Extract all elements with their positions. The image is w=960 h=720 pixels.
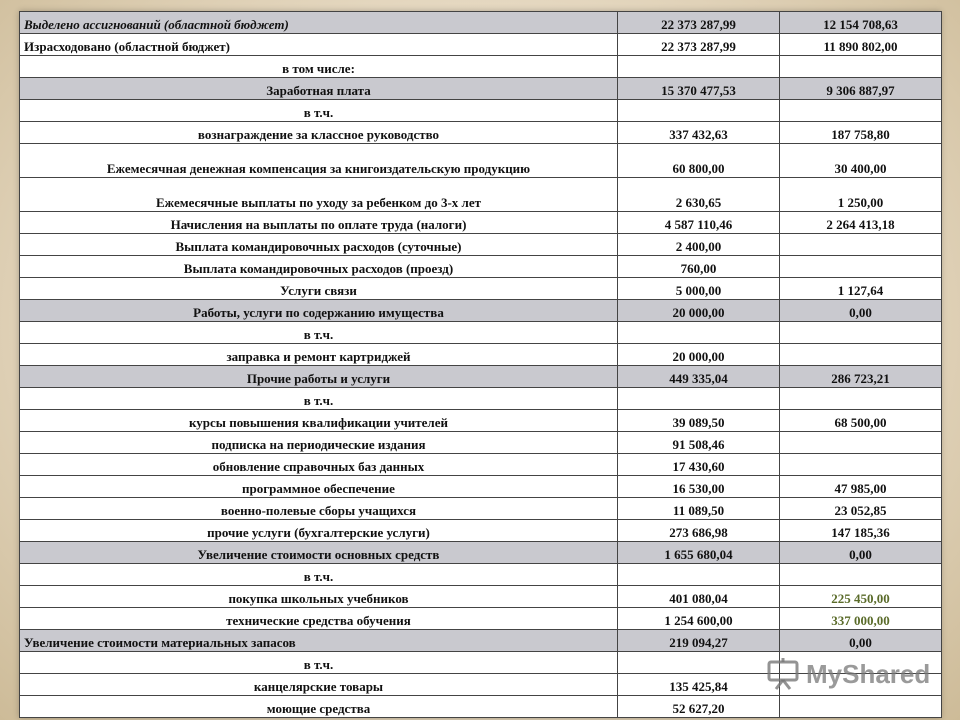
row-label: Израсходовано (областной бюджет): [20, 34, 618, 56]
table-row: [20, 100, 942, 122]
actual-value: 187 758,80: [780, 122, 942, 144]
planned-value: 1 655 680,04: [618, 542, 780, 564]
row-label: в т.ч.: [20, 388, 618, 410]
budget-table: [19, 11, 942, 718]
actual-value: [780, 344, 942, 366]
planned-value: [618, 322, 780, 344]
table-row: [20, 410, 942, 432]
actual-value: 0,00: [780, 300, 942, 322]
row-label: программное обеспечение: [20, 476, 618, 498]
watermark: [766, 654, 930, 694]
actual-value: 286 723,21: [780, 366, 942, 388]
row-label: заправка и ремонт картриджей: [20, 344, 618, 366]
table-row: [20, 234, 942, 256]
actual-value: 12 154 708,63: [780, 12, 942, 34]
budget-table-body: [20, 12, 942, 718]
planned-value: 22 373 287,99: [618, 34, 780, 56]
table-row: [20, 34, 942, 56]
planned-value: 1 254 600,00: [618, 608, 780, 630]
row-label: Услуги связи: [20, 278, 618, 300]
watermark-text: MyShared: [806, 658, 931, 689]
table-row: [20, 454, 942, 476]
actual-value: 0,00: [780, 542, 942, 564]
table-row: [20, 344, 942, 366]
table-row: [20, 144, 942, 178]
row-label: Ежемесячные выплаты по уходу за ребенком до 3-х лет: [20, 178, 618, 212]
row-label: покупка школьных учебников: [20, 586, 618, 608]
actual-value: [780, 56, 942, 78]
actual-value: [780, 564, 942, 586]
planned-value: 2 400,00: [618, 234, 780, 256]
actual-value: [780, 234, 942, 256]
row-label: технические средства обучения: [20, 608, 618, 630]
table-row: [20, 78, 942, 100]
row-label: в т.ч.: [20, 652, 618, 674]
actual-value: 147 185,36: [780, 520, 942, 542]
table-row: [20, 432, 942, 454]
actual-value: [780, 256, 942, 278]
planned-value: 15 370 477,53: [618, 78, 780, 100]
table-row: [20, 498, 942, 520]
actual-value: 11 890 802,00: [780, 34, 942, 56]
planned-value: [618, 564, 780, 586]
table-row: [20, 520, 942, 542]
table-row: [20, 388, 942, 410]
row-label: Прочие работы и услуги: [20, 366, 618, 388]
actual-value: [780, 432, 942, 454]
actual-value: 1 250,00: [780, 178, 942, 212]
planned-value: 219 094,27: [618, 630, 780, 652]
row-label: в том числе:: [20, 56, 618, 78]
table-row: [20, 608, 942, 630]
row-label: Выделено ассигнований (областной бюджет): [20, 12, 618, 34]
table-row: [20, 300, 942, 322]
table-row: [20, 322, 942, 344]
actual-value: 1 127,64: [780, 278, 942, 300]
actual-value: [780, 454, 942, 476]
row-label: Заработная плата: [20, 78, 618, 100]
row-label: прочие услуги (бухгалтерские услуги): [20, 520, 618, 542]
table-row: [20, 366, 942, 388]
table-row: [20, 56, 942, 78]
planned-value: 39 089,50: [618, 410, 780, 432]
actual-value: [780, 388, 942, 410]
table-row: [20, 586, 942, 608]
actual-value: 225 450,00: [780, 586, 942, 608]
row-label: подписка на периодические издания: [20, 432, 618, 454]
planned-value: [618, 100, 780, 122]
row-label: в т.ч.: [20, 100, 618, 122]
table-row: [20, 542, 942, 564]
row-label: Работы, услуги по содержанию имущества: [20, 300, 618, 322]
row-label: военно-полевые сборы учащихся: [20, 498, 618, 520]
actual-value: 9 306 887,97: [780, 78, 942, 100]
table-row: [20, 122, 942, 144]
table-row: [20, 476, 942, 498]
actual-value: [780, 100, 942, 122]
presentation-board-icon: [766, 657, 800, 691]
row-label: моющие средства: [20, 696, 618, 718]
planned-value: 760,00: [618, 256, 780, 278]
planned-value: 60 800,00: [618, 144, 780, 178]
table-row: [20, 12, 942, 34]
row-label: вознаграждение за классное руководство: [20, 122, 618, 144]
actual-value: 2 264 413,18: [780, 212, 942, 234]
planned-value: 449 335,04: [618, 366, 780, 388]
planned-value: 273 686,98: [618, 520, 780, 542]
row-label: Выплата командировочных расходов (суточные): [20, 234, 618, 256]
row-label: курсы повышения квалификации учителей: [20, 410, 618, 432]
actual-value: 0,00: [780, 630, 942, 652]
actual-value: 47 985,00: [780, 476, 942, 498]
planned-value: 135 425,84: [618, 674, 780, 696]
table-row: [20, 256, 942, 278]
planned-value: 22 373 287,99: [618, 12, 780, 34]
planned-value: 20 000,00: [618, 344, 780, 366]
planned-value: [618, 388, 780, 410]
table-row: [20, 696, 942, 718]
planned-value: 2 630,65: [618, 178, 780, 212]
planned-value: 337 432,63: [618, 122, 780, 144]
row-label: Выплата командировочных расходов (проезд): [20, 256, 618, 278]
planned-value: 17 430,60: [618, 454, 780, 476]
table-row: [20, 278, 942, 300]
table-row: [20, 630, 942, 652]
table-row: [20, 178, 942, 212]
planned-value: 5 000,00: [618, 278, 780, 300]
row-label: Увеличение стоимости материальных запасов: [20, 630, 618, 652]
row-label: в т.ч.: [20, 564, 618, 586]
row-label: в т.ч.: [20, 322, 618, 344]
actual-value: 23 052,85: [780, 498, 942, 520]
budget-sheet: [19, 11, 941, 718]
planned-value: [618, 652, 780, 674]
planned-value: 11 089,50: [618, 498, 780, 520]
planned-value: 16 530,00: [618, 476, 780, 498]
actual-value: 337 000,00: [780, 608, 942, 630]
planned-value: [618, 56, 780, 78]
planned-value: 52 627,20: [618, 696, 780, 718]
actual-value: 68 500,00: [780, 410, 942, 432]
row-label: обновление справочных баз данных: [20, 454, 618, 476]
planned-value: 20 000,00: [618, 300, 780, 322]
actual-value: 30 400,00: [780, 144, 942, 178]
row-label: Увеличение стоимости основных средств: [20, 542, 618, 564]
planned-value: 401 080,04: [618, 586, 780, 608]
planned-value: 4 587 110,46: [618, 212, 780, 234]
actual-value: [780, 322, 942, 344]
row-label: Ежемесячная денежная компенсация за книгоиздательскую продукцию: [20, 144, 618, 178]
table-row: [20, 212, 942, 234]
row-label: канцелярские товары: [20, 674, 618, 696]
planned-value: 91 508,46: [618, 432, 780, 454]
actual-value: [780, 696, 942, 718]
row-label: Начисления на выплаты по оплате труда (налоги): [20, 212, 618, 234]
table-row: [20, 564, 942, 586]
